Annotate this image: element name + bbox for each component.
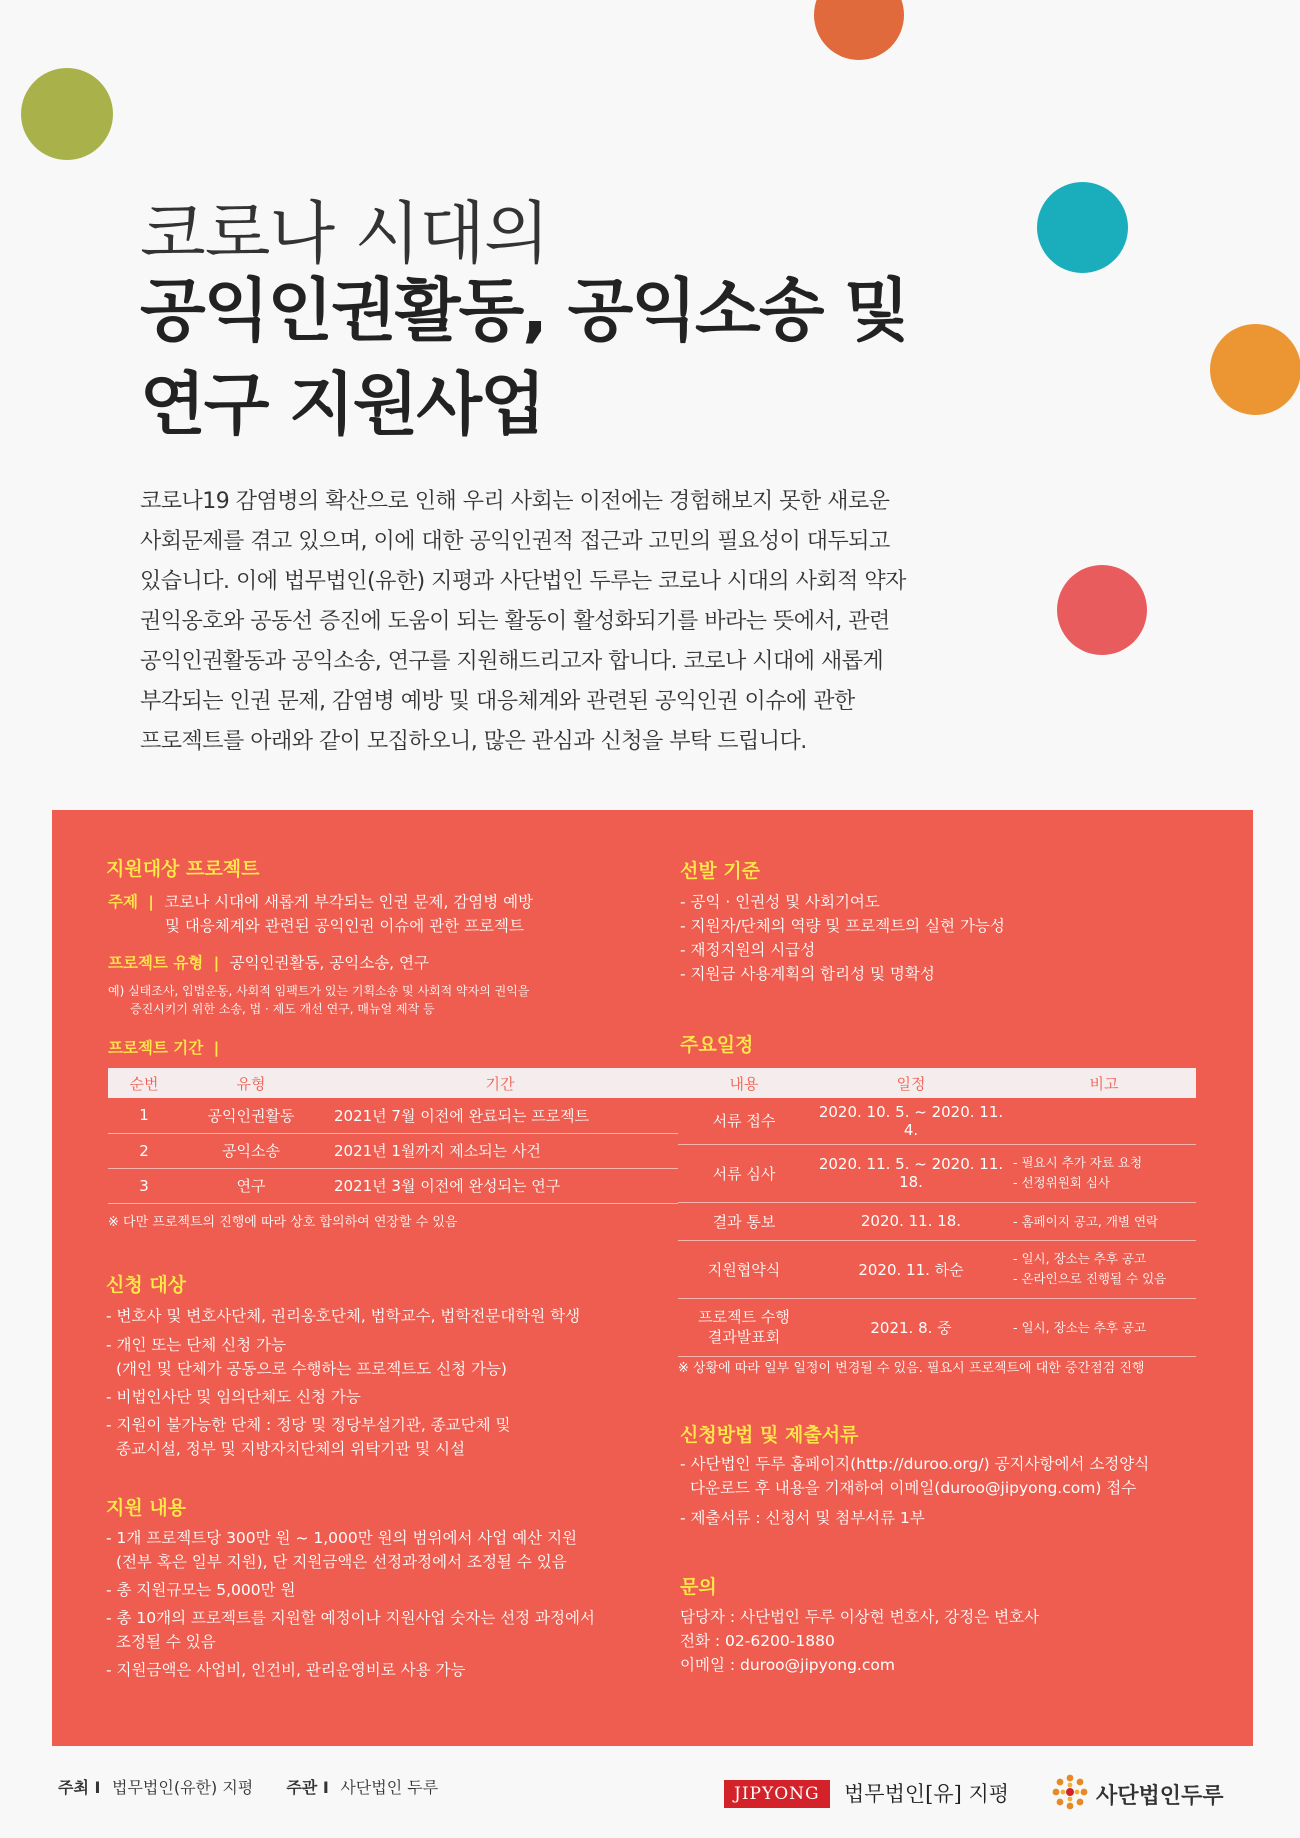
target-heading: 지원대상 프로젝트 xyxy=(106,858,260,880)
table-cell: - 일시, 장소는 추후 공고 xyxy=(1012,1298,1196,1356)
decor-circle-red xyxy=(1057,565,1147,655)
topic-text: 코로나 시대에 새롭게 부각되는 인권 문제, 감염병 예방 xyxy=(164,893,534,911)
eligibility-line: 종교시설, 정부 및 지방자치단체의 위탁기관 및 시설 xyxy=(116,1440,465,1458)
intro-line: 코로나19 감염병의 확산으로 인해 우리 사회는 이전에는 경험해보지 못한 새로운 xyxy=(140,489,890,514)
table-cell: 연구 xyxy=(180,1168,322,1203)
title-line2: 공익인권활동, 공익소송 및 xyxy=(140,272,908,351)
schedule-heading: 주요일정 xyxy=(680,1034,754,1056)
table-row xyxy=(678,1098,1196,1144)
type-label: 프로젝트 유형 xyxy=(108,954,204,972)
table-row xyxy=(108,1098,678,1133)
decor-circle-green xyxy=(21,68,113,160)
col-header: 일정 xyxy=(810,1068,1012,1098)
item-line: 결과발표회 xyxy=(707,1328,781,1346)
support-line: - 지원금액은 사업비, 인건비, 관리운영비로 사용 가능 xyxy=(106,1661,466,1679)
criteria-line: - 지원자/단체의 역량 및 프로젝트의 실현 가능성 xyxy=(680,917,1005,935)
eligibility-line: - 변호사 및 변호사단체, 권리옹호단체, 법학교수, 법학전문대학원 학생 xyxy=(106,1307,581,1325)
contact-line: 담당자 : 사단법인 두루 이상현 변호사, 강정은 변호사 xyxy=(680,1608,1040,1626)
table-cell xyxy=(1012,1098,1196,1144)
criteria-heading: 선발 기준 xyxy=(680,860,761,882)
divider: I xyxy=(88,1778,107,1797)
topic-line1 xyxy=(108,890,533,914)
support-line: (전부 혹은 일부 지원), 단 지원금액은 선정과정에서 조정될 수 있음 xyxy=(116,1553,567,1571)
topic-label: 주제 xyxy=(108,893,138,911)
apply-docs: - 제출서류 : 신청서 및 첨부서류 1부 xyxy=(680,1509,925,1527)
table-cell xyxy=(1012,1240,1196,1298)
table-cell xyxy=(1012,1144,1196,1202)
intro-line: 부각되는 인권 문제, 감염병 예방 및 대응체계와 관련된 공익인권 이슈에 관한 xyxy=(140,689,855,714)
col-header: 기간 xyxy=(322,1068,678,1098)
note-line: - 선정위원회 심사 xyxy=(1013,1175,1110,1190)
criteria-line: - 공익 · 인권성 및 사회기여도 xyxy=(680,893,880,911)
criteria-line: - 지원금 사용계획의 합리성 및 명확성 xyxy=(680,965,935,983)
contact-heading: 문의 xyxy=(680,1576,717,1598)
schedule-table xyxy=(678,1068,1196,1357)
divider: | xyxy=(142,893,160,911)
intro-line: 권익옹호와 공동선 증진에 도움이 되는 활동이 활성화되기를 바라는 뜻에서, 관련 xyxy=(140,609,890,634)
table-cell: 2021년 1월까지 제소되는 사건 xyxy=(322,1133,678,1168)
example-line2: 증진시키기 위한 소송, 법 · 제도 개선 연구, 매뉴얼 제작 등 xyxy=(130,1002,435,1016)
period-note: ※ 다만 프로젝트의 진행에 따라 상호 합의하여 연장할 수 있음 xyxy=(108,1215,458,1230)
table-row xyxy=(108,1133,678,1168)
host-label: 주최 xyxy=(58,1778,89,1797)
intro-line: 있습니다. 이에 법무법인(유한) 지평과 사단법인 두루는 코로나 시대의 사회적 약자 xyxy=(140,569,906,594)
col-header: 순번 xyxy=(108,1068,180,1098)
table-cell: 2020. 10. 5. ~ 2020. 11. 4. xyxy=(810,1098,1012,1144)
type-value: 공익인권활동, 공익소송, 연구 xyxy=(229,954,429,972)
footer-host xyxy=(58,1775,438,1798)
example-line1: 예) 실태조사, 입법운동, 사회적 임팩트가 있는 기획소송 및 사회적 약자의 권익을 xyxy=(108,984,530,998)
organizer-label: 주관 xyxy=(286,1778,318,1797)
project-type xyxy=(108,951,429,975)
table-cell: 2021. 8. 중 xyxy=(810,1298,1012,1356)
apply-line: - 사단법인 두루 홈페이지(http://duroo.org/) 공지사항에서 소정양식 xyxy=(680,1455,1150,1473)
table-row xyxy=(678,1144,1196,1202)
contact-line: 이메일 : duroo@jipyong.com xyxy=(680,1656,895,1674)
contact-line: 전화 : 02-6200-1880 xyxy=(680,1632,835,1650)
eligibility-line: (개인 및 단체가 공동으로 수행하는 프로젝트도 신청 가능) xyxy=(116,1360,507,1378)
table-row xyxy=(678,1202,1196,1240)
item-line: 프로젝트 수행 xyxy=(698,1308,790,1326)
period-label: 프로젝트 기간 xyxy=(108,1039,204,1057)
table-cell: 공익인권활동 xyxy=(180,1098,322,1133)
schedule-note: ※ 상황에 따라 일부 일정이 변경될 수 있음. 필요시 프로젝트에 대한 중간점검 진행 xyxy=(678,1361,1145,1376)
table-header-row xyxy=(678,1068,1196,1098)
table-row xyxy=(108,1168,678,1203)
support-line: 조정될 수 있음 xyxy=(116,1633,216,1651)
table-cell: 결과 통보 xyxy=(678,1202,810,1240)
host-name: 법무법인(유한) 지평 xyxy=(112,1778,254,1797)
table-cell: 1 xyxy=(108,1098,180,1133)
period-table xyxy=(108,1068,678,1204)
table-cell xyxy=(678,1298,810,1356)
topic-line2: 및 대응체계와 관련된 공익인권 이슈에 관한 프로젝트 xyxy=(165,917,524,935)
page-title xyxy=(140,265,908,453)
table-row xyxy=(678,1298,1196,1356)
col-header: 유형 xyxy=(180,1068,322,1098)
jipyong-logo-kr: 법무법인[유] 지평 xyxy=(844,1782,1010,1806)
table-row xyxy=(678,1240,1196,1298)
title-line1: 코로나 시대의 xyxy=(140,195,549,274)
support-line: - 총 10개의 프로젝트를 지원할 예정이나 지원사업 숫자는 선정 과정에서 xyxy=(106,1609,595,1627)
table-cell: - 홈페이지 공고, 개별 연락 xyxy=(1012,1202,1196,1240)
support-line: - 1개 프로젝트당 300만 원 ~ 1,000만 원의 범위에서 사업 예산 지원 xyxy=(106,1529,578,1547)
col-header: 내용 xyxy=(678,1068,810,1098)
divider: | xyxy=(208,1039,220,1057)
eligibility-line: - 지원이 불가능한 단체 : 정당 및 정당부설기관, 종교단체 및 xyxy=(106,1416,511,1434)
apply-heading: 신청방법 및 제출서류 xyxy=(680,1424,859,1446)
note-line: - 필요시 추가 자료 요청 xyxy=(1013,1155,1143,1170)
eligibility-heading: 신청 대상 xyxy=(106,1274,187,1296)
eligibility-line: - 비법인사단 및 임의단체도 신청 가능 xyxy=(106,1388,361,1406)
duroo-logo-icon xyxy=(1050,1772,1090,1812)
note-line: - 온라인으로 진행될 수 있음 xyxy=(1013,1271,1167,1286)
table-cell: 2021년 7월 이전에 완료되는 프로젝트 xyxy=(322,1098,678,1133)
decor-circle-teal xyxy=(1037,182,1128,273)
table-header-row xyxy=(108,1068,678,1098)
table-cell: 서류 심사 xyxy=(678,1144,810,1202)
table-cell: 2021년 3월 이전에 완성되는 연구 xyxy=(322,1168,678,1203)
criteria-line: - 재정지원의 시급성 xyxy=(680,941,816,959)
col-header: 비고 xyxy=(1012,1068,1196,1098)
jipyong-logo-en: JIPYONG xyxy=(724,1780,830,1808)
table-cell: 2020. 11. 18. xyxy=(810,1202,1012,1240)
table-cell: 3 xyxy=(108,1168,180,1203)
table-cell: 2020. 11. 5. ~ 2020. 11. 18. xyxy=(810,1144,1012,1202)
intro-line: 공익인권활동과 공익소송, 연구를 지원해드리고자 합니다. 코로나 시대에 새롭게 xyxy=(140,649,884,674)
eligibility-line: - 개인 또는 단체 신청 가능 xyxy=(106,1336,286,1354)
divider: | xyxy=(208,954,225,972)
info-panel xyxy=(52,810,1253,1746)
organizer-name: 사단법인 두루 xyxy=(340,1778,439,1797)
table-cell: 2020. 11. 하순 xyxy=(810,1240,1012,1298)
table-cell: 지원협약식 xyxy=(678,1240,810,1298)
period-heading xyxy=(108,1036,219,1060)
decor-circle-orange-top xyxy=(814,0,904,60)
apply-line: 다운로드 후 내용을 기재하여 이메일(duroo@jipyong.com) 접수 xyxy=(690,1479,1137,1497)
duroo-logo-text: 사단법인두루 xyxy=(1096,1784,1224,1809)
intro-paragraph xyxy=(140,482,970,762)
table-cell: 2 xyxy=(108,1133,180,1168)
decor-circle-orange xyxy=(1210,324,1300,415)
intro-line: 프로젝트를 아래와 같이 모집하오니, 많은 관심과 신청을 부탁 드립니다. xyxy=(140,729,807,754)
support-line: - 총 지원규모는 5,000만 원 xyxy=(106,1581,296,1599)
divider: I xyxy=(317,1778,335,1797)
table-cell: 공익소송 xyxy=(180,1133,322,1168)
table-cell: 서류 접수 xyxy=(678,1098,810,1144)
intro-line: 사회문제를 겪고 있으며, 이에 대한 공익인권적 접근과 고민의 필요성이 대두되고 xyxy=(140,529,890,554)
note-line: - 일시, 장소는 추후 공고 xyxy=(1013,1251,1147,1266)
title-line3: 연구 지원사업 xyxy=(140,366,544,445)
support-heading: 지원 내용 xyxy=(106,1497,187,1519)
